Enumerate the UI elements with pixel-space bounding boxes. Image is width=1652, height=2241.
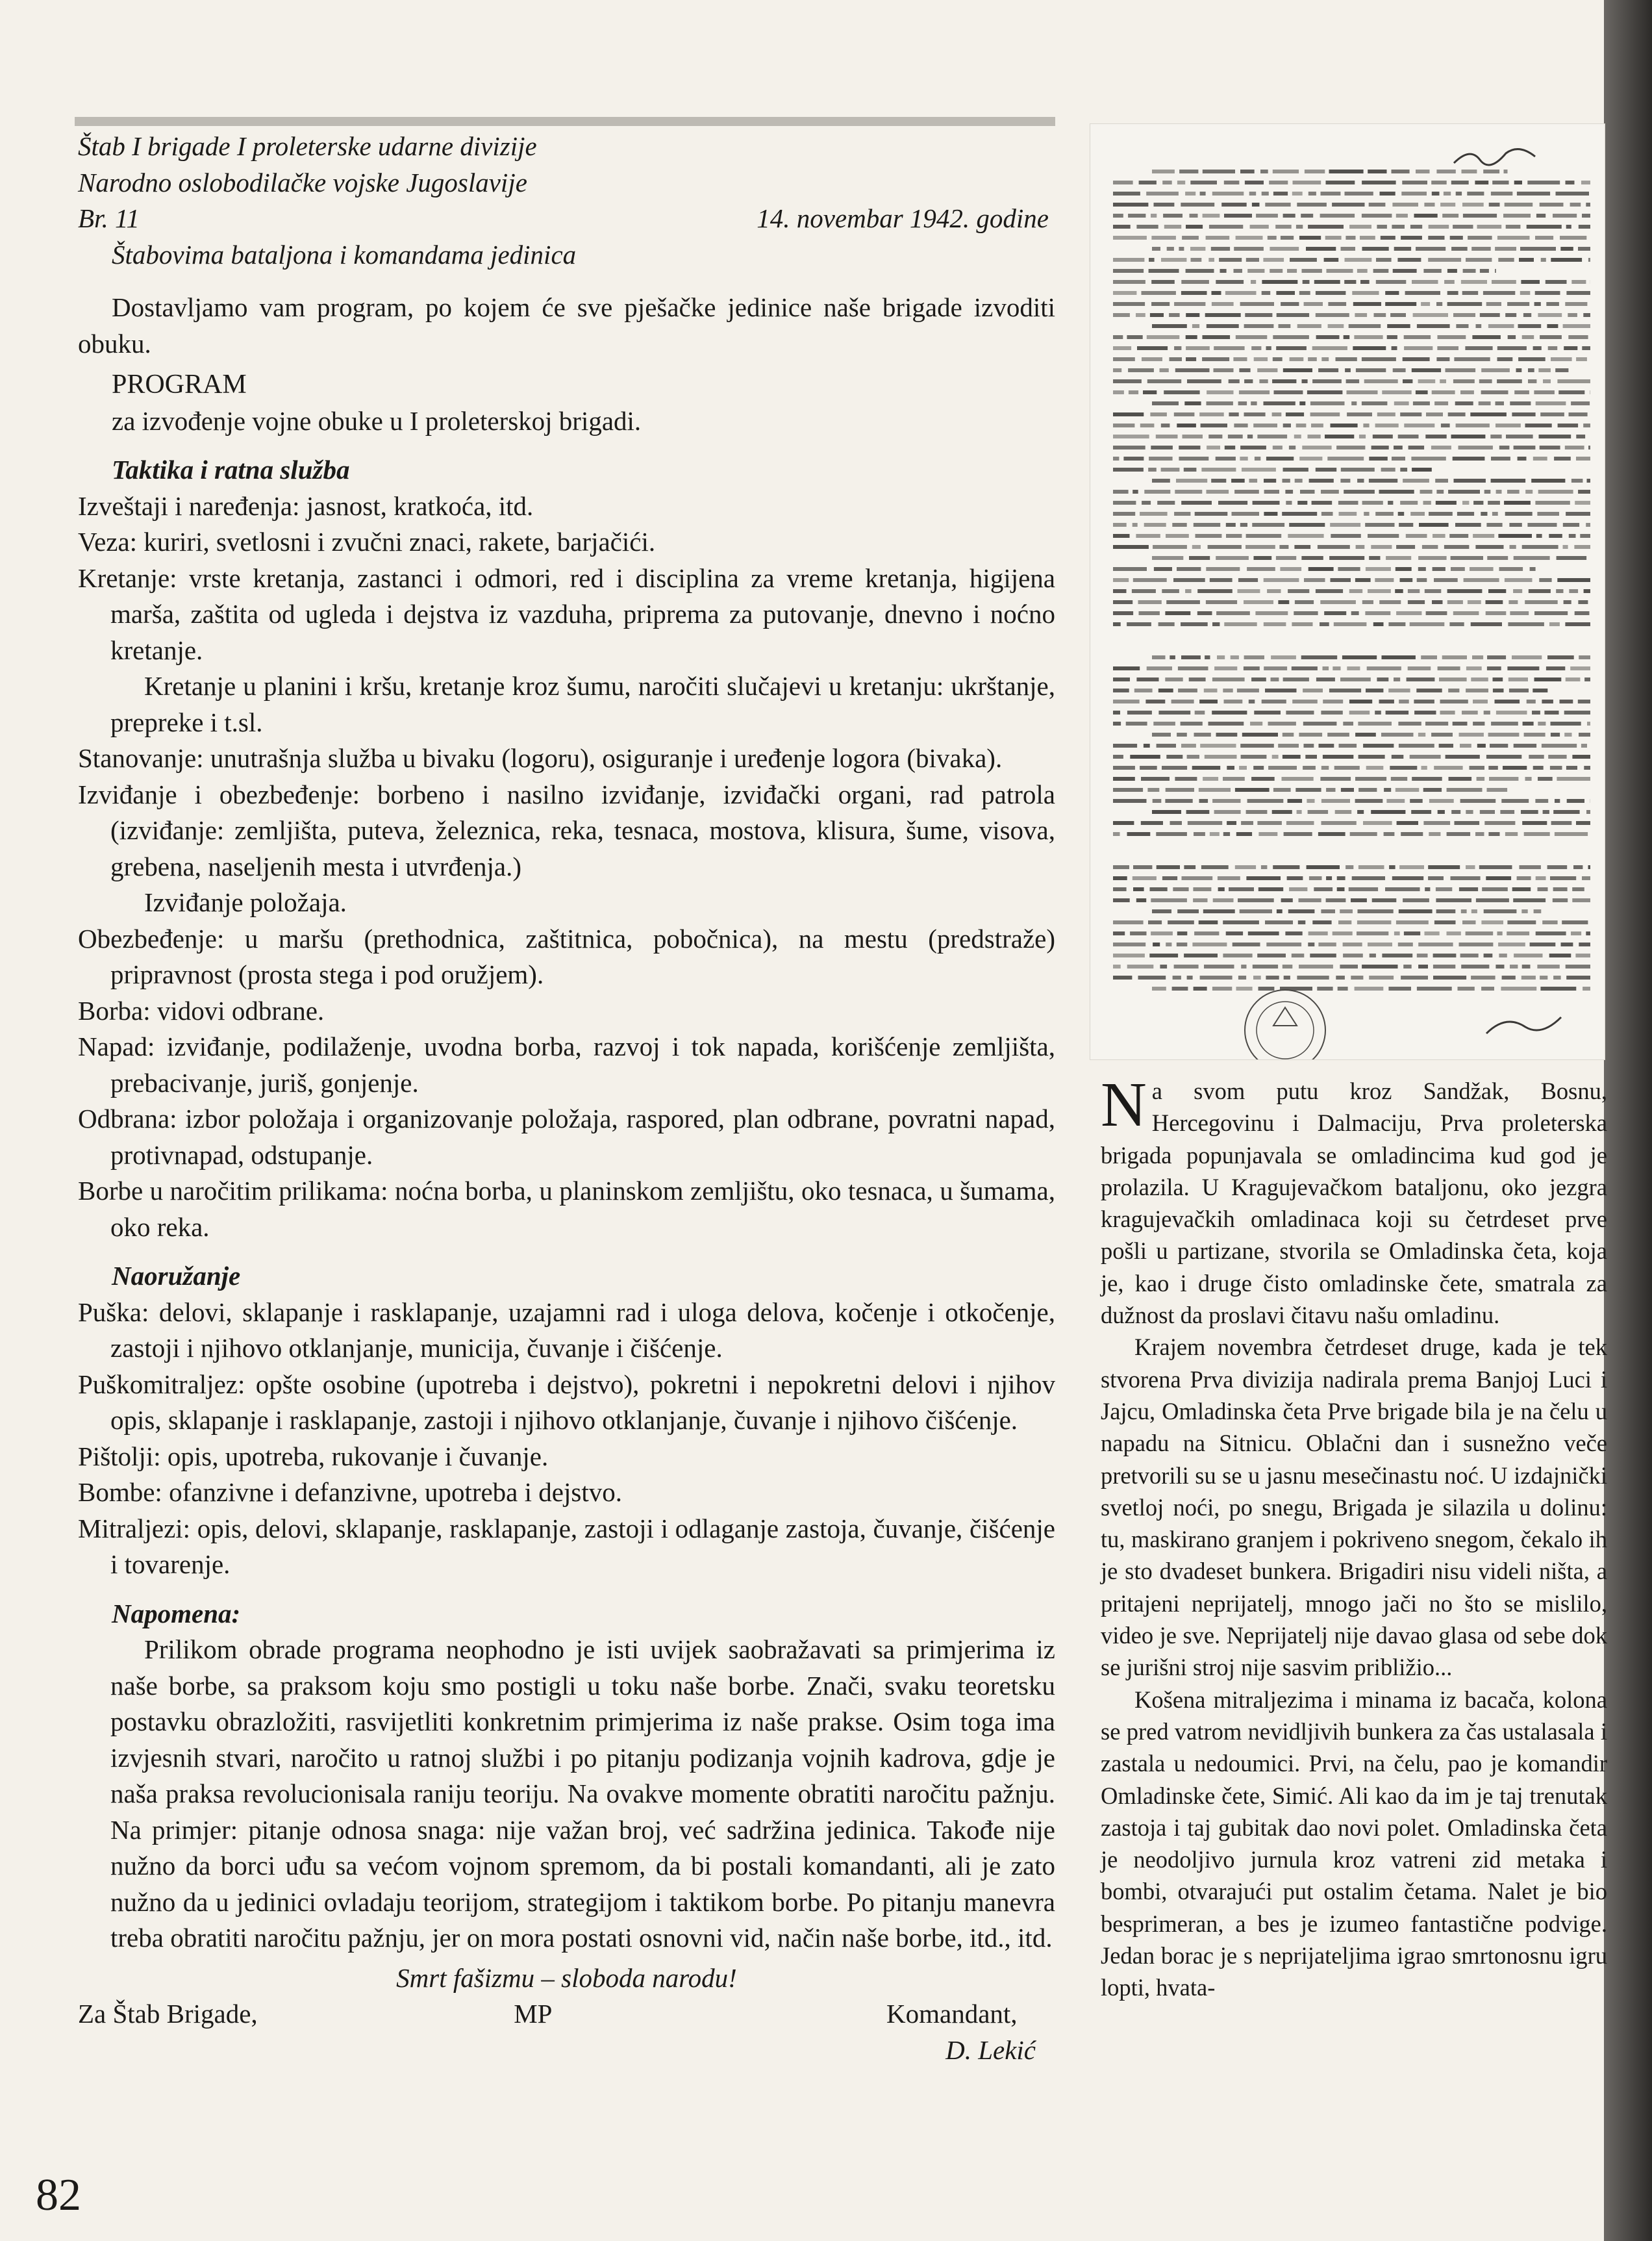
- section-heading-naoruzanje: Naoružanje: [112, 1261, 241, 1291]
- taktika-item: Veza: kuriri, svetlosni i zvučni znaci, rakete, barjačići.: [78, 527, 656, 557]
- taktika-item: Izveštaji i naređenja: jasnost, kratkoća, itd.: [78, 490, 534, 521]
- taktika-item: Izviđanje položaja.: [144, 887, 347, 917]
- signature-name: D. Lekić: [945, 2034, 1036, 2065]
- addressee: Štabovima bataljona i komandama jedinica: [112, 239, 577, 270]
- narrative-paragraph-1: [1101, 1070, 1607, 1331]
- naoruzanje-item: Puškomitraljez: opšte osobine (upotreba i dejstvo), pokretni i nepokretni delovi i njihov opis, sklapanje i rasklapanje, zastoji i njihovo otklanjanje, čuvanje i njihovo čišćenje.: [78, 1369, 1055, 1435]
- naoruzanje-item: Puška: delovi, sklapanje i rasklapanje, uzajamni rad i uloga delova, kočenje i otkočenje, zastoji i njihovo otklanjanje, municija, čuvanje i čišćenje.: [78, 1297, 1055, 1363]
- document-photo-graphic: [1090, 124, 1605, 1059]
- binding-edge: [1604, 0, 1652, 2241]
- program-subtitle: za izvođenje vojne obuke u I proleterskoj brigadi.: [112, 405, 642, 436]
- taktika-item: Kretanje: vrste kretanja, zastanci i odmori, red i disciplina za vreme kretanja, higijena marša, zaštita od ugleda i dejstva iz vazduha, priprema za putovanje, dnevno i noćno kretanje.: [78, 563, 1055, 665]
- taktika-item: Stanovanje: unutrašnja služba u bivaku (logoru), osiguranje i uređenje logora (bivaka).: [78, 743, 1003, 773]
- taktika-item: Izviđanje i obezbeđenje: borbeno i nasilno izviđanje, izviđački organi, rad patrola (izviđanje: zemljišta, puteva, železnica, reka, tesnaca, mostova, klisura, šume, visova, grebena, naseljenih mesta i utvrđenja.): [78, 779, 1055, 881]
- top-rule: [75, 117, 1055, 126]
- naoruzanje-item: Mitraljezi: opis, delovi, sklapanje, rasklapanje, zastoji i odlaganje zastoja, čuvanje, čišćenje i tovarenje.: [78, 1513, 1055, 1579]
- section-heading-napomena: Napomena:: [112, 1598, 241, 1628]
- header-line-2: Narodno oslobodilačke vojske Jugoslavije: [78, 167, 527, 197]
- typewritten-document-photo: [1090, 123, 1605, 1060]
- taktika-item: Obezbeđenje: u maršu (prethodnica, zaštitnica, pobočnica), na mestu (predstraže) pripravnost (prosta stega i pod oružjem).: [78, 923, 1055, 989]
- header-line-1: Štab I brigade I proleterske udarne divizije: [78, 131, 537, 161]
- signature-title: Komandant,: [886, 1999, 1018, 2029]
- narrative-paragraph-2: Krajem novembra četrdeset druge, kada je tek stvorena Prva divizija nadirala prema Banjoj Luci i Jajcu, Omladinska četa Prve brigade bila je na čelu u napadu na Sitnicu. Oblačni dan i susnežno veče pretvorili su se u jasnu mesečinastu noć. U izdajnički svetloj noći, po snegu, Brigada je silazila u dolinu: tu, maskirano granjem i pokriveno snegom, čekalo ih je sto dvadeset bunkera. Brigadiri nisu videli ništa, a pritajeni neprijatelj, mnogo jači no što se mislilo, video je sve. Neprijatelj nije davao glasa od sebe dok se jurišni stroj nije sasvim približio...: [1101, 1334, 1607, 1681]
- intro-paragraph: Dostavljamo vam program, po kojem će sve pješačke jedinice naše brigade izvoditi obuku.: [78, 292, 1055, 359]
- taktika-item: Borbe u naročitim prilikama: noćna borba, u planinskom zemljištu, oko tesnaca, u šumama, oko reka.: [78, 1176, 1055, 1242]
- closing-slogan: Smrt fašizmu – sloboda narodu!: [396, 1962, 737, 1993]
- header-number-row: [78, 201, 1055, 237]
- page-number: 82: [36, 2170, 81, 2220]
- section-heading-taktika: Taktika i ratna služba: [112, 455, 350, 485]
- program-title: PROGRAM: [112, 370, 247, 399]
- signature-stamp-mark: MP: [514, 1999, 553, 2029]
- narrative-paragraph-1-text: a svom putu kroz Sandžak, Bosnu, Hercegovinu i Dalmaciju, Prva proleterska brigada popunjavala se omladincima kud god je prolazila. U Kragujevačkom bataljonu, oko jezgra kragujevačkih omladinaca koji su četrdeset prve pošli u partizane, stvorila se Omladinska četa, koja je, kao i druge čisto omladinske čete, smatrala za dužnost da proslavi čitavu našu omladinu.: [1101, 1078, 1607, 1329]
- signature-row: [78, 1996, 1055, 2032]
- napomena-paragraph: Prilikom obrade programa neophodno je isti uvijek saobražavati sa primjerima iz naše borbe, sa praksom koju smo postigli u toku naše borbe. Znači, svaku teoretsku postavku obrazložiti, rasvijetliti konkretnim primjerima iz naše prakse. Osim toga ima izvjesnih stvari, naročito u ratnoj službi i po pitanju podizanja vojnih kadrova, gdje je naša praksa revolucionisala raniju teoriju. Na ovakve momente obratiti naročitu pažnju. Na primjer: pitanje odnosa snaga: nije važan broj, već sadržina jedinica. Takođe nije nužno da borci uđu sa većom vojnom spremom, da bi postali komandanti, ali je zato nužno da u jedinici ovladaju teorijom, strategijom i taktikom borbe. Po pitanju manevra treba obratiti naročitu pažnju, jer on mora postati osnovni vid, način naše borbe, itd., itd.: [110, 1634, 1055, 1953]
- signature-left: Za Štab Brigade,: [78, 1999, 258, 2029]
- naoruzanje-item: Pištolji: opis, upotreba, rukovanje i čuvanje.: [78, 1441, 549, 1471]
- narrative-paragraph-3: Košena mitraljezima i minama iz bacača, kolona se pred vatrom nevidljivih bunkera za čas ustalasala i zastala u nedoumici. Prvi, na čelu, pao je komandir Omladinske čete, Simić. Ali kao da im je taj trenutak zastoja i taj gubitak dao novi polet. Omladinska četa je neodoljivo jurnula kroz vatreni zid metaka i bombi, otvarajući put ostalim četama. Nalet je bio besprimeran, a bes je izumeo fantastične podvige. Jedan borac je s neprijateljima igrao smrtonosnu igru lopti, hvata-: [1101, 1686, 1607, 2001]
- taktika-item: Napad: izviđanje, podilaženje, uvodna borba, razvoj i tok napada, korišćenje zemljišta, prebacivanje, juriš, gonjenje.: [78, 1032, 1055, 1098]
- taktika-item: Borba: vidovi odbrane.: [78, 995, 325, 1026]
- document-date: 14. novembar 1942. godine: [757, 203, 1049, 233]
- taktika-item: Odbrana: izbor položaja i organizovanje položaja, raspored, plan odbrane, povratni napad, protivnapad, odstupanje.: [78, 1104, 1055, 1170]
- taktika-item: Kretanje u planini i kršu, kretanje kroz šumu, naročiti slučajevi u kretanju: ukrštanje, prepreke i t.sl.: [110, 671, 1055, 737]
- document-number: Br. 11: [78, 203, 140, 233]
- letter-column: [78, 129, 1055, 2068]
- narrative-column: [1101, 1070, 1607, 2004]
- drop-cap: N: [1101, 1070, 1147, 1140]
- naoruzanje-item: Bombe: ofanzivne i defanzivne, upotreba i dejstvo.: [78, 1477, 622, 1507]
